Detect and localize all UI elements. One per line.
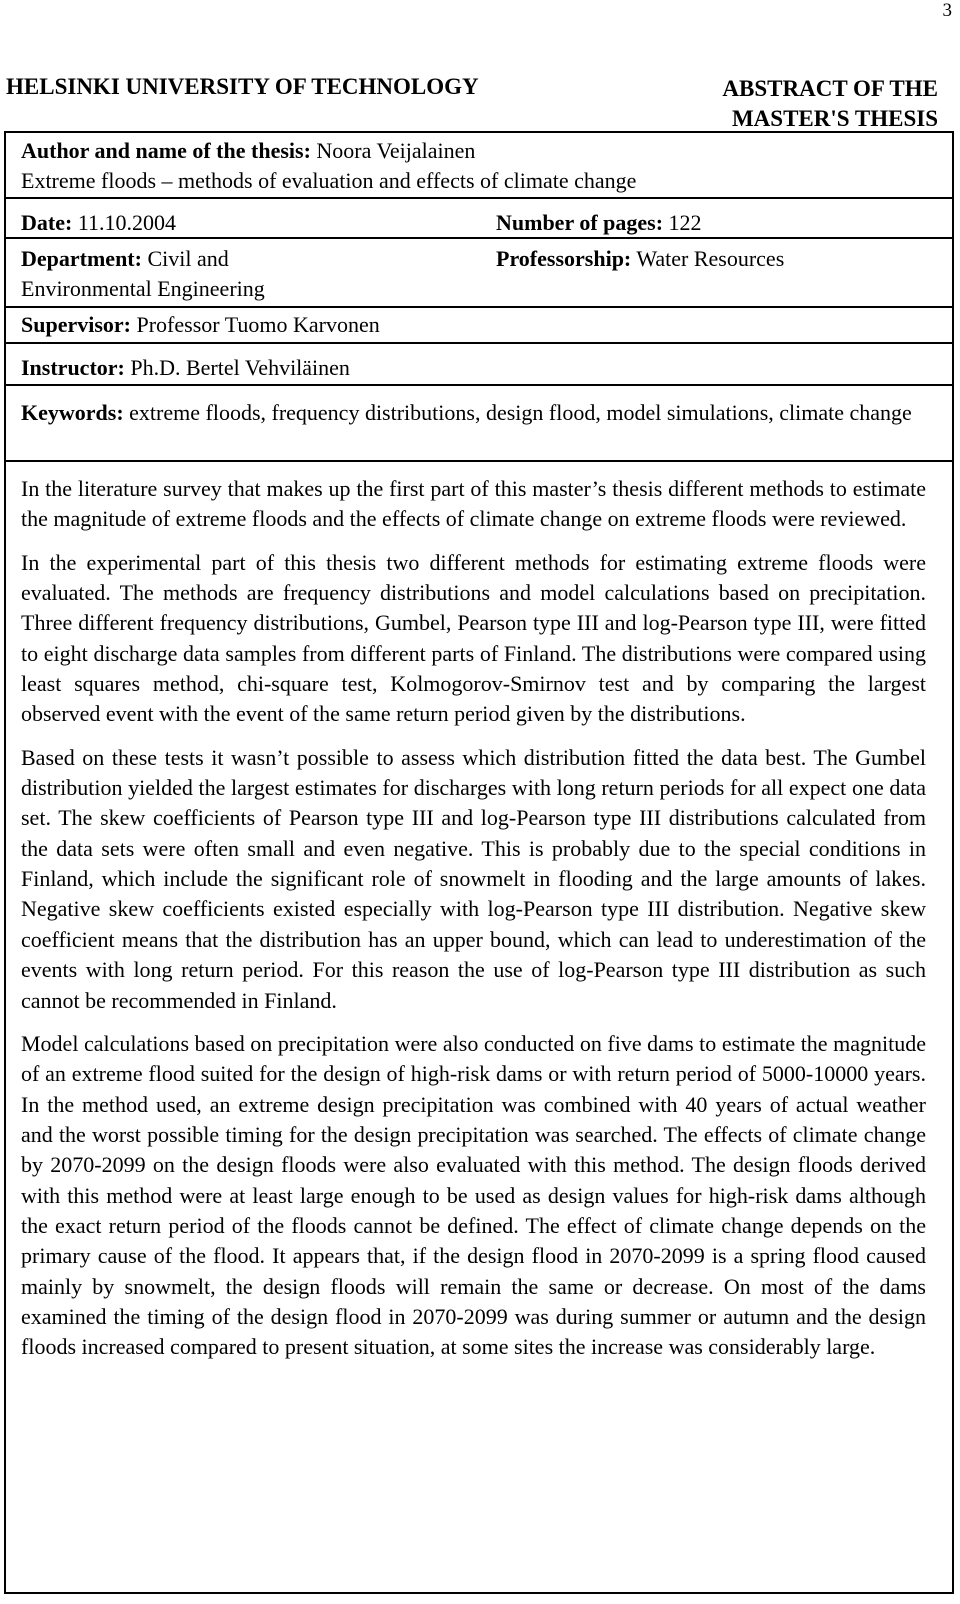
abstract-body [6, 474, 952, 1376]
pages-field [496, 208, 702, 238]
keywords-row [6, 388, 952, 462]
instructor-row [6, 346, 952, 386]
thesis-title: Extreme floods – methods of evaluation and effects of climate change [21, 168, 637, 193]
document-header [6, 72, 938, 132]
author-name: Noora Veijalainen [316, 138, 476, 163]
abstract-frame [4, 131, 954, 1594]
department-value: Civil and Environmental Engineering [21, 246, 265, 301]
keywords-value: extreme floods, frequency distributions, design flood, model simulations, climate change [129, 400, 912, 425]
supervisor-label: Supervisor: [21, 312, 131, 337]
university-name: HELSINKI UNIVERSITY OF TECHNOLOGY [6, 74, 479, 99]
pages-label: Number of pages: [496, 210, 664, 235]
thesis-info-row [6, 133, 952, 199]
pages-value: 122 [668, 210, 702, 235]
abstract-paragraph: In the literature survey that makes up the first part of this master’s thesis different methods to estimate the magnitude of extreme floods and the effects of climate change on extreme floods were reviewed. [21, 476, 926, 532]
document-type-line-2: MASTER'S THESIS [731, 106, 938, 131]
supervisor-value: Professor Tuomo Karvonen [136, 312, 380, 337]
author-label: Author and name of the thesis: [21, 138, 311, 163]
abstract-paragraph: Based on these tests it wasn’t possible to assess which distribution fitted the data best. The Gumbel distribution yielded the largest estimates for discharges with long return periods for all expect one data set. The skew coefficients of Pearson type III and log-Pearson type III distributions calculated from the data sets were often small and even negative. This is probably due to the special conditions in Finland, which include the significant role of snowmelt in flooding and the large amounts of lakes. Negative skew coefficients existed especially with log-Pearson type III distribution. Negative skew coefficient means that the distribution has an upper bound, which can lead to underestimation of the events with long return period. For this reason the use of log-Pearson type III distribution as such cannot be recommended in Finland. [21, 744, 926, 1013]
abstract-paragraph: Model calculations based on precipitation were also conducted on five dams to estimate the magnitude of an extreme flood suited for the design of high-risk dams or with return period of 5000-10000 years. In the method used, an extreme design precipitation was combined with 40 years of actual weather and the worst possible timing for the design precipitation was searched. The effects of climate change by 2070-2099 on the design floods were also evaluated with this method. The design floods derived with this method were at least large enough to be used as design values for high-risk dams although the exact return period of the floods cannot be defined. The effect of climate change depends on the primary cause of the flood. It appears that, if the design flood in 2070-2099 is a spring flood caused mainly by snowmelt, the design floods will remain the same or decrease. On most of the dams examined the timing of the design flood in 2070-2099 was during summer or autumn and the design floods increased compared to present situation, at some sites the increase was considerably large. [21, 1030, 926, 1360]
document-type [722, 74, 938, 134]
professorship-field [496, 244, 784, 274]
date-label: Date: [21, 210, 73, 235]
page-number: 3 [942, 0, 952, 21]
date-row [6, 203, 952, 239]
keywords-label: Keywords: [21, 400, 124, 425]
professorship-label: Professorship: [496, 246, 632, 271]
supervisor-row [6, 308, 952, 344]
instructor-value: Ph.D. Bertel Vehviläinen [130, 355, 350, 380]
professorship-value: Water Resources [636, 246, 785, 271]
document-type-line-1: ABSTRACT OF THE [722, 76, 938, 101]
abstract-paragraph: In the experimental part of this thesis two different methods for estimating extreme floods were evaluated. The methods are frequency distributions and model calculations based on precipitation. Three different frequency distributions, Gumbel, Pearson type III and log-Pearson type III, were fitted to eight discharge data samples from different parts of Finland. The distributions were compared using least squares method, chi-square test, Kolmogorov-Smirnov test and by comparing the largest observed event with the event of the same return period given by the distributions. [21, 549, 926, 727]
instructor-label: Instructor: [21, 355, 125, 380]
department-row [6, 242, 952, 308]
date-value: 11.10.2004 [77, 210, 176, 235]
department-label: Department: [21, 246, 142, 271]
